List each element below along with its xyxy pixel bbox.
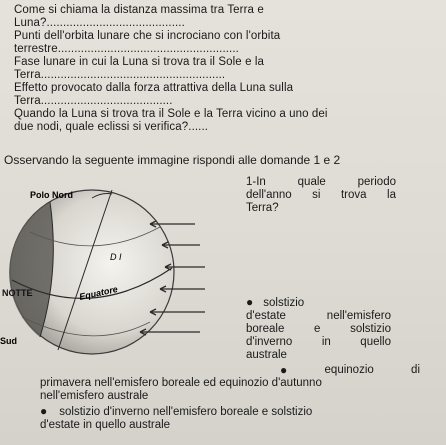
question-1-line: Terra? bbox=[246, 202, 279, 214]
label-sud: Sud bbox=[0, 336, 17, 346]
label-d: D I bbox=[110, 252, 122, 262]
answer-line: Terra........................................................ bbox=[14, 69, 226, 81]
option-a-line: ● solstizio bbox=[246, 295, 305, 309]
question-distanza-massima bbox=[14, 4, 264, 30]
earth-diagram bbox=[0, 172, 245, 357]
question-text: Come si chiama la distanza massima tra Terra e bbox=[14, 4, 264, 16]
bullet-icon: ● bbox=[40, 404, 48, 418]
question-maree bbox=[14, 82, 293, 108]
answer-line: terrestre....................................................... bbox=[14, 43, 239, 55]
option-c-line: d'estate in quello australe bbox=[40, 419, 171, 431]
question-1 bbox=[246, 176, 396, 215]
question-eclissi bbox=[14, 108, 328, 134]
label-polo-nord: Polo Nord bbox=[30, 190, 73, 200]
option-a-line: d'inverno in quello bbox=[246, 336, 391, 348]
question-1-line: dell'anno si trova la bbox=[246, 189, 396, 201]
bullet-icon: ● bbox=[280, 363, 288, 377]
question-nodi bbox=[14, 30, 280, 56]
option-a-line: australe bbox=[246, 349, 287, 361]
question-text: Quando la Luna si trova tra il Sole e la Terra vicino a uno dei bbox=[14, 108, 328, 120]
option-b-line: ● equinozio di bbox=[280, 363, 420, 377]
option-b-line: primavera nell'emisfero boreale ed equinozio d'autunno bbox=[40, 377, 322, 389]
answer-line: Terra........................................ bbox=[14, 95, 173, 107]
option-b-line: nell'emisfero australe bbox=[40, 390, 149, 402]
instruction-heading: Osservando la seguente immagine rispondi alle domande 1 e 2 bbox=[4, 153, 341, 167]
question-1-line: 1-In quale periodo bbox=[246, 176, 396, 188]
question-text: Effetto provocato dalla forza attrattiva della Luna sulla bbox=[14, 82, 294, 94]
option-b bbox=[130, 364, 420, 377]
bullet-icon: ● bbox=[246, 295, 254, 309]
answer-line: Luna?.......................................... bbox=[14, 17, 185, 29]
answer-line: due nodi, quale eclissi si verifica?...... bbox=[14, 121, 209, 133]
option-c-line: ● solstizio d'inverno nell'emisfero boreale e solstizio bbox=[40, 404, 313, 418]
question-text: Fase lunare in cui la Luna si trova tra il Sole e la bbox=[14, 56, 265, 68]
question-fase-lunare bbox=[14, 56, 264, 82]
option-a-line: d'estate nell'emisfero bbox=[246, 310, 391, 322]
option-a-line: boreale e solstizio bbox=[246, 323, 391, 335]
question-text: Punti dell'orbita lunare che si incrociano con l'orbita bbox=[14, 30, 281, 42]
label-notte: NOTTE bbox=[2, 288, 33, 298]
option-c bbox=[40, 405, 312, 432]
label-equatore: Equatore bbox=[78, 284, 119, 302]
option-a bbox=[246, 296, 391, 362]
